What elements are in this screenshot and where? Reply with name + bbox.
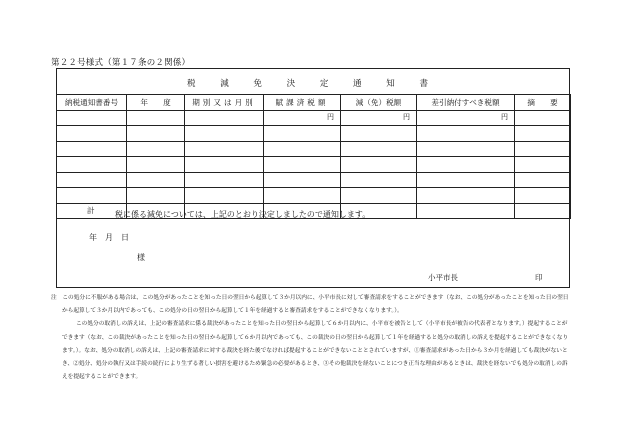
issuer-name: 小平市長 (428, 273, 458, 282)
header-balance-due: 差引納付すべき税額 (417, 95, 515, 111)
form-number-label: 第２２号様式（第１７条の２関係） (51, 58, 191, 68)
appeal-note-review: 注 この処分に不服がある場合は、この処分があったことを知った日の翌日から起算して３か月以内に、小平市長に対して審査請求をすることができます（なお、この処分があったことを知った日の翌日から起算して３か月以内であっても、この処分の日の翌日から起算して１年を経過すると審査請求をすることができなくなります。）。 (51, 295, 569, 315)
table-row (57, 188, 571, 204)
notice-text: 税に係る減免については、上記のとおり決定しましたので通知します。 (115, 210, 371, 219)
header-period: 期別又は月別 (185, 95, 264, 111)
yen-unit: 円 (417, 110, 515, 126)
table-row (57, 141, 571, 157)
notice-form-frame (56, 68, 570, 288)
appeal-notes (51, 292, 571, 384)
header-assessed-amount: 賦課済税額 (264, 95, 341, 111)
cell (515, 110, 571, 126)
table-row (57, 157, 571, 173)
header-fiscal-year: 年 度 (127, 95, 185, 111)
table-row (57, 110, 571, 126)
total-label: 計 (57, 203, 127, 219)
cell (127, 110, 185, 126)
header-reduction-amount: 減（免）税額 (341, 95, 417, 111)
table-row (57, 126, 571, 142)
tax-table (56, 94, 571, 219)
date-line: 年 月 日 (89, 233, 129, 242)
cell (185, 110, 264, 126)
yen-unit: 円 (264, 110, 341, 126)
table-row (57, 172, 571, 188)
addressee-honorific: 様 (137, 253, 145, 262)
header-remarks: 摘 要 (515, 95, 571, 111)
cell (57, 110, 127, 126)
seal-mark: 印 (535, 273, 543, 282)
header-notice-number: 納税通知書番号 (57, 95, 127, 111)
table-header-row (57, 95, 571, 111)
appeal-note-lawsuit: この処分の取消しの訴えは、上記の審査請求に係る裁決があったことを知った日の翌日から起算して６か月以内に、小平市を被告として（小平市長が被告の代表者となります。）提起することができます（なお、この裁決があったことを知った日の翌日から起算して６か月以内であっても、この裁決の日の翌日から起算して１年を経過すると処分の取消しの訴えを提起することができなくなります。）。なお、処分の取消しの訴えは、上記の審査請求に対する裁決を経た後でなければ提起することができないこととされていますが、①審査請求があった日から３か月を経過しても裁決がないとき、②処分、処分の執行又は手続の続行により生ずる著しい損害を避けるため緊急の必要があるとき、③その他裁決を経ないことにつき正当な理由があるときは、裁決を経ないでも処分の取消しの訴えを提起することができます。 (62, 321, 569, 381)
form-title: 税 減 免 決 定 通 知 書 (187, 79, 439, 89)
yen-unit: 円 (341, 110, 417, 126)
